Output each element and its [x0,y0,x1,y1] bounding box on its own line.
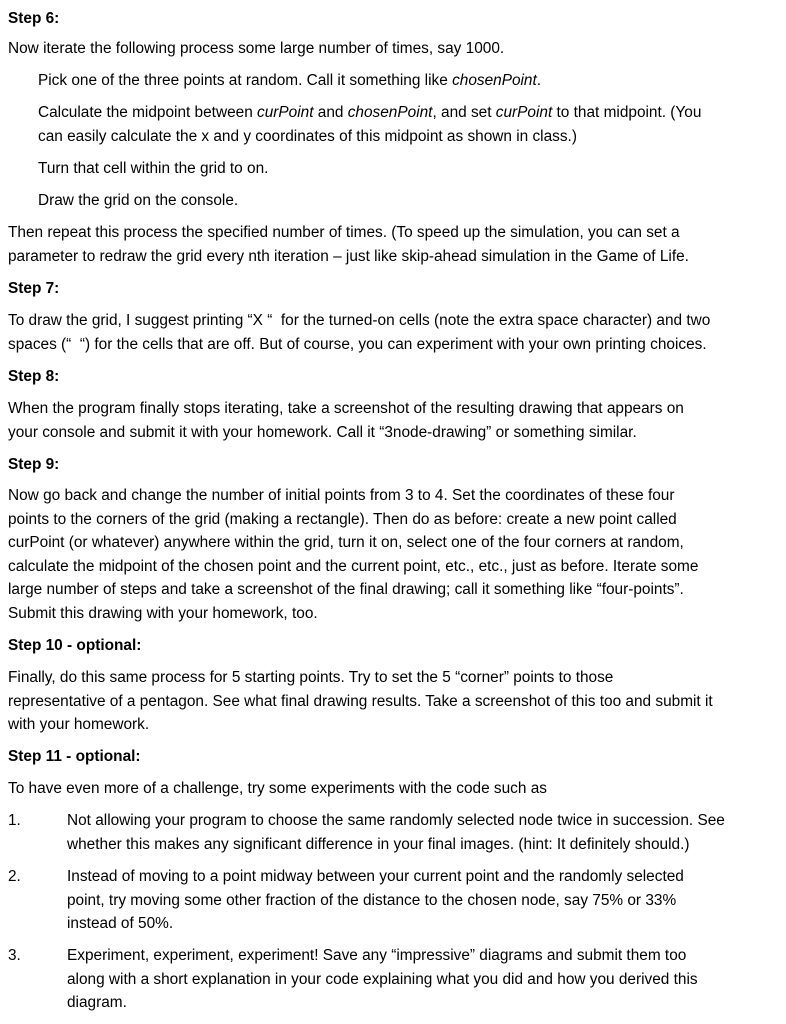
step6-calculate-line1: Calculate the midpoint between curPoint and chosenPoint, and set curPoint to that midpoint. (You [38,104,702,121]
step9-line2: points to the corners of the grid (making a rectangle). Then do as before: create a new point called [8,511,677,528]
list-item-3-line3: diagram. [67,994,127,1011]
step10-line1: Finally, do this same process for 5 starting points. Try to set the 5 “corner” points to those [8,669,614,686]
step9-line5: large number of steps and take a screenshot of the final drawing; call it something like “four-points”. [8,581,684,598]
step6-draw: Draw the grid on the console. [38,192,239,209]
list-item-number: 3. [8,947,21,964]
step9-line1: Now go back and change the number of initial points from 3 to 4. Set the coordinates of these four [8,487,675,504]
step10-heading: Step 10 - optional: [8,637,142,654]
list-item-2-line1: Instead of moving to a point midway between your current point and the randomly selected [67,868,684,885]
step8-line2: your console and submit it with your homework. Call it “3node-drawing” or something similar. [8,424,637,441]
step6-calculate-line2: can easily calculate the x and y coordinates of this midpoint as shown in class.) [38,128,577,145]
step7-line1: To draw the grid, I suggest printing “X “ for the turned-on cells (note the extra space character) and two [8,312,711,329]
step6-repeat-line2: parameter to redraw the grid every nth iteration – just like skip-ahead simulation in the Game of Life. [8,248,689,265]
list-item-3-line1: Experiment, experiment, experiment! Save any “impressive” diagrams and submit them too [67,947,687,964]
step9-heading: Step 9: [8,456,60,473]
step9-line3: curPoint (or whatever) anywhere within the grid, turn it on, select one of the four corners at random, [8,534,684,551]
list-item-2-line2: point, try moving some other fraction of the distance to the chosen node, say 75% or 33% [67,892,677,909]
step7-line2: spaces (“ “) for the cells that are off. But of course, you can experiment with your own printing choices. [8,336,707,353]
list-item-2-line3: instead of 50%. [67,915,174,932]
step9-line6: Submit this drawing with your homework, too. [8,605,318,622]
step6-repeat-line1: Then repeat this process the specified number of times. (To speed up the simulation, you can set a [8,224,680,241]
step6-intro: Now iterate the following process some large number of times, say 1000. [8,40,505,57]
step10-line3: with your homework. [8,716,150,733]
step7-heading: Step 7: [8,280,60,297]
step6-pick: Pick one of the three points at random. Call it something like chosenPoint. [38,72,542,89]
step9-line4: calculate the midpoint of the chosen point and the current point, etc., etc., just as before. Iterate some [8,558,699,575]
list-item-1-line1: Not allowing your program to choose the same randomly selected node twice in succession. See [67,812,725,829]
list-item-1-line2: whether this makes any significant difference in your final images. (hint: It definitely should.) [67,836,690,853]
step6-turn-on: Turn that cell within the grid to on. [38,160,269,177]
list-item-number: 1. [8,812,21,829]
step6-heading: Step 6: [8,10,60,27]
list-item-3-line2: along with a short explanation in your code explaining what you did and how you derived this [67,971,698,988]
step8-heading: Step 8: [8,368,60,385]
step10-line2: representative of a pentagon. See what final drawing results. Take a screenshot of this too and submit it [8,693,713,710]
step11-intro: To have even more of a challenge, try some experiments with the code such as [8,780,547,797]
list-item-number: 2. [8,868,21,885]
step8-line1: When the program finally stops iterating, take a screenshot of the resulting drawing that appears on [8,400,684,417]
step11-heading: Step 11 - optional: [8,748,141,765]
